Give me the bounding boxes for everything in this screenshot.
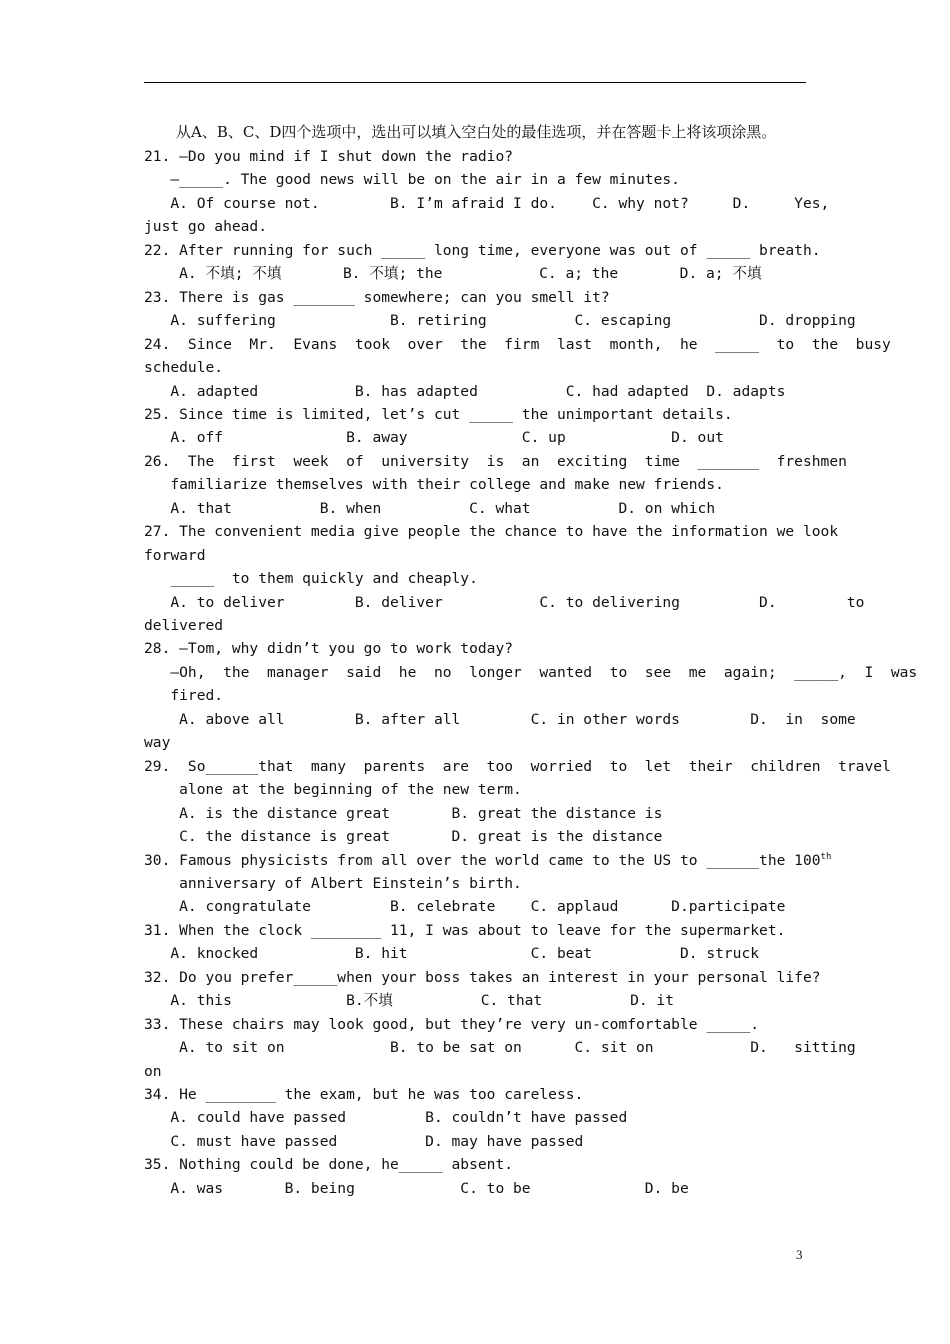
text-line: A. adapted B. has adapted C. had adapted D. adapts [144, 382, 786, 400]
header-rule [144, 82, 806, 83]
text-line: 24. Since Mr. Evans took over the firm last month, he _____ to the busy [144, 335, 891, 353]
text-line: 22. After running for such _____ long time, everyone was out of _____ breath. [144, 241, 821, 259]
text-line: 35. Nothing could be done, he_____ absent. [144, 1156, 514, 1174]
text-line: schedule. [144, 359, 224, 377]
text-line: A. Of course not. B. I’m afraid I do. C. why not? D. Yes, [144, 194, 830, 212]
text-line: 21. —Do you mind if I shut down the radio? [144, 148, 514, 165]
text-line: 33. These chairs may look good, but they’re very un-comfortable _____. [144, 1015, 760, 1033]
text-line: _____ to them quickly and cheaply. [144, 570, 478, 588]
text-line: A. off B. away C. up D. out [144, 429, 724, 447]
text-line: 27. The convenient media give people the chance to have the information we look [144, 523, 839, 541]
text-line: alone at the beginning of the new term. [144, 781, 522, 799]
text-line: C. the distance is great D. great is the distance [144, 828, 663, 846]
text-line: 23. There is gas _______ somewhere; can you smell it? [144, 288, 610, 306]
instruction-text: 从A、B、C、D四个选项中，选出可以填入空白处的最佳选项，并在答题卡上将该项涂黑。 [176, 123, 777, 141]
text-line: forward [144, 546, 206, 564]
text-line: A. was B. being C. to be D. be [144, 1179, 689, 1197]
text-line: A. knocked B. hit C. beat D. struck [144, 945, 760, 963]
text-line: A. 不填; 不填 B. 不填; the C. a; the D. a; 不填 [144, 265, 762, 283]
page-number: 3 [796, 1247, 803, 1262]
text-line: 34. He ________ the exam, but he was too careless. [144, 1086, 584, 1103]
text-line: A. to deliver B. deliver C. to delivering D. to [144, 593, 865, 611]
text-line: on [144, 1062, 162, 1080]
text-line: A. could have passed B. couldn’t have passed [144, 1109, 628, 1127]
text-line: delivered [144, 617, 224, 634]
text-line: 28. —Tom, why didn’t you go to work today? [144, 640, 514, 658]
text-line: A. that B. when C. what D. on which [144, 499, 716, 517]
text-line: A. this B.不填 C. that D. it [144, 992, 674, 1010]
text-line: just go ahead. [144, 218, 268, 236]
text-line: anniversary of Albert Einstein’s birth. [144, 874, 522, 892]
text-line: 32. Do you prefer_____when your boss takes an interest in your personal life? [144, 968, 821, 986]
text-line: 25. Since time is limited, let’s cut _____ the unimportant details. [144, 405, 733, 423]
text-line: —_____. The good news will be on the air in a few minutes. [144, 171, 680, 189]
text-line: 29. So______that many parents are too worried to let their children travel [144, 757, 891, 775]
text-line: C. must have passed D. may have passed [144, 1132, 584, 1150]
text-line: 30. Famous physicists from all over the world came to the US to ______the 100th [144, 851, 832, 869]
text-line: familiarize themselves with their college and make new friends. [144, 476, 724, 494]
text-line: A. suffering B. retiring C. escaping D. dropping [144, 312, 856, 330]
text-line: 31. When the clock ________ 11, I was about to leave for the supermarket. [144, 921, 786, 939]
text-line: —Oh, the manager said he no longer wanted to see me again; _____, I was [144, 663, 918, 681]
text-line: 26. The first week of university is an exciting time _______ freshmen [144, 452, 847, 470]
text-line: A. congratulate B. celebrate C. applaud D.participate [144, 898, 786, 916]
text-line: A. to sit on B. to be sat on C. sit on D. sitting [144, 1039, 856, 1057]
text-line: A. above all B. after all C. in other words D. in some [144, 710, 856, 728]
text-line: way [144, 734, 171, 752]
text-line: A. is the distance great B. great the distance is [144, 804, 663, 822]
text-line: fired. [144, 687, 224, 705]
